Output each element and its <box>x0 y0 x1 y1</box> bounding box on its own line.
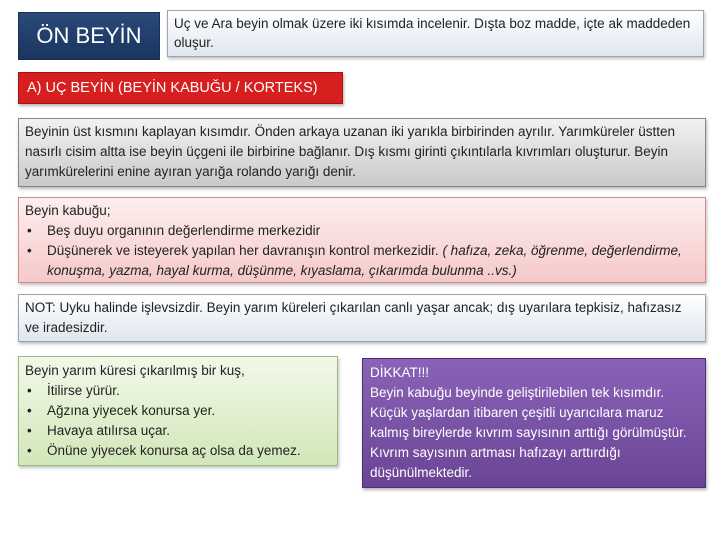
note-box: NOT: Uyku halinde işlevsizdir. Beyin yarım küreleri çıkarılan canlı yaşar ancak; dış uyarılara tepkisiz, hafızasız ve iradesizdir. <box>18 294 706 342</box>
description-box: Beyinin üst kısmını kaplayan kısımdır. Önden arkaya uzanan iki yarıkla birbirinden ayrılır. Yarımküreler üstten nasırlı cisim altta ise beyin üçgeni ile birbirine bağlanır. Dış kısmı girinti çıkıntılarla kıvrımları oluşturur. Beyin yarımkürelerini enine ayıran yarığa rolando yarığı denir. <box>18 118 706 187</box>
section-heading: A) UÇ BEYİN (BEYİN KABUĞU / KORTEKS) <box>18 72 343 104</box>
attention-box <box>362 358 706 488</box>
list-item: • Ağzına yiyecek konursa yer. <box>25 401 331 421</box>
list-item <box>25 221 699 241</box>
cortex-functions-box <box>18 197 706 283</box>
bird-example-box <box>18 356 338 466</box>
page-title: ÖN BEYİN <box>18 12 160 60</box>
list-item-text: Düşünerek ve isteyerek yapılan her davranışın kontrol merkezidir. <box>47 243 439 258</box>
list-item: • İtilirse yürür. <box>25 381 331 401</box>
list-item <box>25 241 699 281</box>
intro-text: Uç ve Ara beyin olmak üzere iki kısımda incelenir. Dışta boz madde, içte ak maddeden oluşur. <box>167 10 704 57</box>
list-item-text: Beş duyu organının değerlendirme merkezidir <box>47 223 321 238</box>
attention-heading: DİKKAT!!! <box>370 365 430 380</box>
cortex-functions-heading: Beyin kabuğu; <box>25 203 111 218</box>
attention-body: Beyin kabuğu beyinde geliştirilebilen tek kısımdır. Küçük yaşlardan itibaren çeşitli uyarıcılara maruz kalmış bireylerde kıvrım sayısının arttığı görülmüştür. Kıvrım sayısının artması hafızayı arttırdığı düşünülmektedir. <box>370 385 687 480</box>
list-item: • Havaya atılırsa uçar. <box>25 421 331 441</box>
list-item: • Önüne yiyecek konursa aç olsa da yemez. <box>25 441 331 461</box>
bird-example-list <box>25 381 331 461</box>
cortex-functions-list <box>25 221 699 281</box>
list-item-examples: ( hafıza, zeka, öğrenme, değerlendirme, konuşma, yazma, hayal kurma, düşünme, kıyaslama, çıkarımda bulunma ..vs.) <box>47 243 682 278</box>
bird-example-heading: Beyin yarım küresi çıkarılmış bir kuş, <box>25 363 245 378</box>
